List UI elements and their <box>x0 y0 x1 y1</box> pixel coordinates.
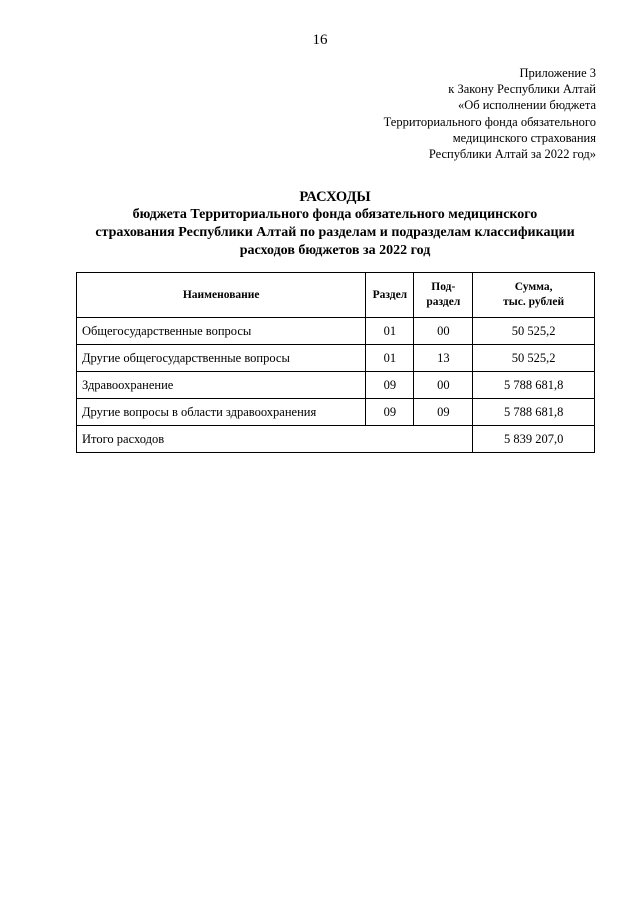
header-subsection-line: раздел <box>426 296 461 308</box>
header-section: Раздел <box>366 273 414 318</box>
row-sum: 5 788 681,8 <box>473 372 595 399</box>
row-name: Другие общегосударственные вопросы <box>77 345 366 372</box>
header-name: Наименование <box>77 273 366 318</box>
row-subsection: 13 <box>414 345 473 372</box>
row-subsection: 00 <box>414 318 473 345</box>
row-section: 01 <box>366 318 414 345</box>
appendix-line: Республики Алтай за 2022 год» <box>428 147 596 162</box>
table-row <box>77 372 595 399</box>
title-line: бюджета Территориального фонда обязательного медицинского <box>132 207 538 222</box>
appendix-line: Приложение 3 <box>519 66 596 80</box>
page-number: 16 <box>312 32 328 48</box>
total-sum: 5 839 207,0 <box>473 426 595 453</box>
title-line: расходов бюджетов за 2022 год <box>239 243 431 258</box>
total-row <box>77 426 595 453</box>
row-subsection: 09 <box>414 399 473 426</box>
row-subsection: 00 <box>414 372 473 399</box>
table-row <box>77 318 595 345</box>
row-name: Здравоохранение <box>77 372 366 399</box>
table-header-row <box>77 273 595 318</box>
title-line: страхования Республики Алтай по разделам и подразделам классификации <box>95 225 575 240</box>
appendix-line: «Об исполнении бюджета <box>457 98 596 113</box>
title-heading: РАСХОДЫ <box>299 189 371 205</box>
header-sum <box>473 273 595 318</box>
header-subsection <box>414 273 473 318</box>
row-section: 09 <box>366 399 414 426</box>
header-sum-line: тыс. рублей <box>503 296 565 308</box>
row-section: 01 <box>366 345 414 372</box>
expenses-table <box>76 272 595 453</box>
appendix-note <box>384 65 596 162</box>
row-name: Другие вопросы в области здравоохранения <box>77 399 366 426</box>
appendix-line: Территориального фонда обязательного <box>383 114 596 129</box>
row-section: 09 <box>366 372 414 399</box>
total-label: Итого расходов <box>77 426 473 453</box>
row-sum: 50 525,2 <box>473 318 595 345</box>
appendix-line: к Закону Республики Алтай <box>448 82 596 97</box>
table-row <box>77 399 595 426</box>
header-subsection-line: Под- <box>431 281 456 293</box>
document-title <box>60 188 610 260</box>
row-sum: 5 788 681,8 <box>473 399 595 426</box>
header-sum-line: Сумма, <box>514 281 553 293</box>
row-name: Общегосударственные вопросы <box>77 318 366 345</box>
row-sum: 50 525,2 <box>473 345 595 372</box>
appendix-line: медицинского страхования <box>452 130 596 145</box>
table-row <box>77 345 595 372</box>
